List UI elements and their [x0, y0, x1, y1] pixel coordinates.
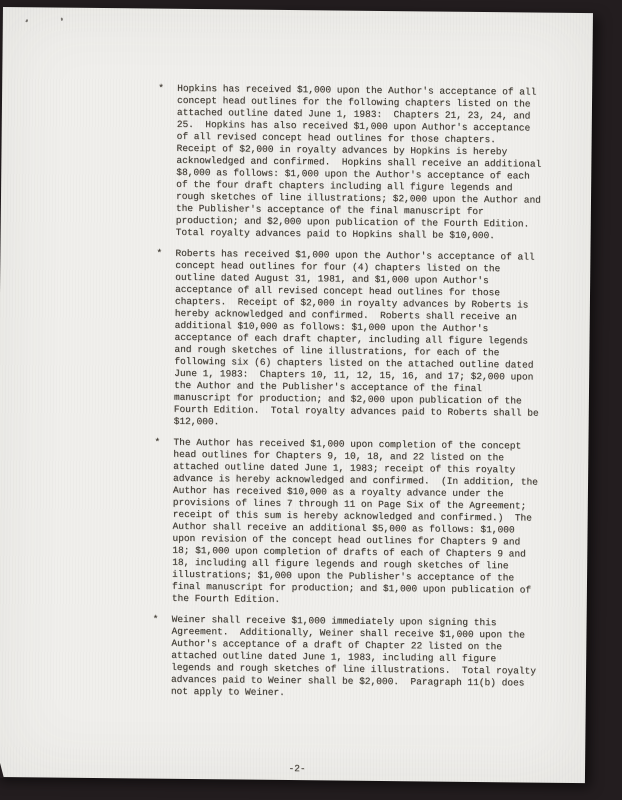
paragraph-text: The Author has received $1,000 upon completion of the concept head outlines for Chapters 9, 10, 18, and 22 listed on the attached outline dated June 1, 1983; receipt of this royalty advance is hereby acknowledged and confirmed. (In addition, the Author has received $10,000 as a royalty advance under the provisions of lines 7 through 11 on Page Six of the Agreement; receipt of this sum is hereby acknowledged and confirmed.) The Author shall receive an additional $5,000 as follows: $1,000 upon revision of the concept head outlines for Chapters 9 and 18; $1,000 upon completion of drafts of each of Chapters 9 and 18, including all figure legends and rough sketches of line illustrations; $1,000 upon the Publisher's acceptance of the final manuscript for production; and $1,000 upon publication of the Fourth Edition. — [171, 436, 538, 605]
bullet-asterisk: * — [152, 613, 159, 625]
document-page — [0, 7, 593, 783]
paragraph-text: Hopkins has received $1,000 upon the Author's acceptance of all concept head outlines for the following chapters listed on the attached outline dated June 1, 1983: Chapters 21, 23, 24, and 25. Hopkins has also received $1,000 upon Author's acceptance of all revised concept head outlines for those chapters. Receipt of $2,000 in royalty advances by Hopkins is hereby acknowledged and confirmed. Hopkins shall receive an additional $8,000 as follows: $1,000 upon the Author's acceptance of each of the four draft chapters including all figure legends and rough sketches of line illustrations; $2,000 upon the Author and the Publisher's acceptance of the final manuscript for production; and $2,000 upon publication of the Fourth Edition. Total royalty advances paid to Hopkins shall be $10,000. — [175, 82, 542, 242]
document-body — [152, 83, 559, 711]
paragraph-author — [153, 437, 555, 609]
page-number: -2- — [288, 763, 306, 775]
paragraph-roberts — [155, 248, 557, 432]
paragraph-hopkins — [157, 83, 559, 243]
paragraph-weiner — [152, 614, 553, 702]
bullet-asterisk: * — [158, 82, 164, 94]
paper-speck — [25, 19, 28, 23]
paper-speck — [61, 17, 63, 20]
bullet-asterisk: * — [156, 247, 163, 259]
paragraph-text: Weiner shall receive $1,000 immediately upon signing this Agreement. Additionally, Weiner shall receive $1,000 upon the Author's acceptance of a draft of Chapter 22 listed on the attached outline dated June 1, 1983, including all figure legends and rough sketches of line illustrations. Total royalty advances paid to Weiner shall be $2,000. Paragraph 11(b) does not apply to Weiner. — [170, 613, 536, 698]
bullet-asterisk: * — [154, 436, 161, 448]
paragraph-text: Roberts has received $1,000 upon the Author's acceptance of all concept head outlines for four (4) chapters listed on the outline dated August 31, 1981, and $1,000 upon Author's acceptance of all revised concept head outlines for those chapters. Receipt of $2,000 in royalty advances by Roberts is hereby acknowledged and confirmed. Roberts shall receive an additional $10,000 as follows: $1,000 upon the Author's acceptance of each draft chapter, including all figure legends and rough sketches of line illustrations, for each of the following six (6) chapters listed on the attached outline dated June 1, 1983: Chapters 10, 11, 12, 15, 16, and 17; $2,000 upon the Author and the Publisher's acceptance of the final manuscript for production; and $2,000 upon publication of the Fourth Edition. Total royalty advances paid to Roberts shall be $12,000. — [173, 247, 539, 428]
